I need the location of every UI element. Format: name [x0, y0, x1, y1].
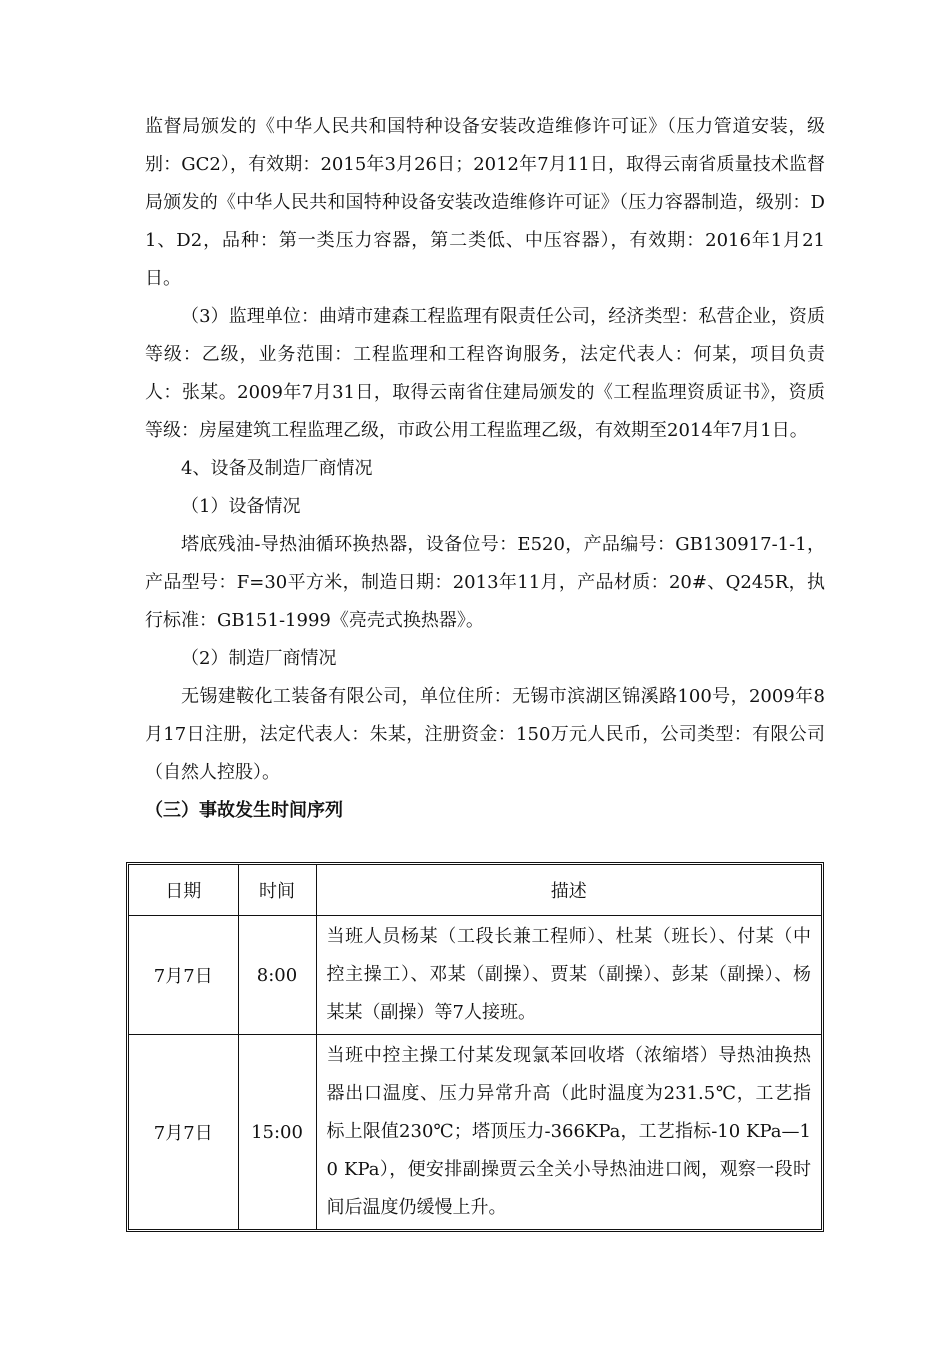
row-description: 当班人员杨某（工段长兼工程师）、杜某（班长）、付某（中控主操工）、邓某（副操）、贾某（副操）、彭某（副操）、杨某某（副操）等7人接班。	[316, 916, 821, 1035]
section-heading-timeline: （三）事故发生时间序列	[145, 800, 343, 821]
row-date: 7月7日	[129, 916, 238, 1035]
row-time: 15:00	[238, 1035, 316, 1230]
section-equipment-manufacturer: 4、设备及制造厂商情况	[181, 458, 373, 479]
header-date: 日期	[129, 865, 238, 916]
subsection-manufacturer: （2）制造厂商情况	[181, 648, 337, 669]
row-description: 当班中控主操工付某发现氯苯回收塔（浓缩塔）导热油换热器出口温度、压力异常升高（此时温度为231.5℃，工艺指标上限值230℃；塔顶压力-366KPa，工艺指标-10 KPa—10 KPa），便安排副操贾云全关小导热油进口阀，观察一段时间后温度仍缓慢上升。	[316, 1035, 821, 1230]
timeline-table	[126, 862, 824, 1232]
row-time: 8:00	[238, 916, 316, 1035]
header-time: 时间	[238, 865, 316, 916]
table-row	[129, 1035, 821, 1230]
row-date: 7月7日	[129, 1035, 238, 1230]
paragraph-manufacturer-details: 无锡建鞍化工装备有限公司，单位住所：无锡市滨湖区锦溪路100号，2009年8月17日注册，法定代表人：朱某，注册资金：150万元人民币，公司类型：有限公司（自然人控股）。	[145, 686, 825, 783]
paragraph-equipment-details: 塔底残油-导热油循环换热器，设备位号：E520，产品编号：GB130917-1-1，产品型号：F=30平方米，制造日期：2013年11月，产品材质：20#、Q245R，执行标准：GB151-1999《亮壳式换热器》。	[145, 534, 825, 631]
paragraph-permit-continuation: 监督局颁发的《中华人民共和国特种设备安装改造维修许可证》（压力管道安装，级别：GC2），有效期：2015年3月26日；2012年7月11日，取得云南省质量技术监督局颁发的《中华人民共和国特种设备安装改造维修许可证》（压力容器制造，级别：D1、D2，品种：第一类压力容器，第二类低、中压容器），有效期：2016年1月21日。	[145, 116, 825, 289]
table-row	[129, 916, 821, 1035]
document-body	[145, 108, 825, 830]
paragraph-supervision-unit: （3）监理单位：曲靖市建森工程监理有限责任公司，经济类型：私营企业，资质等级：乙级，业务范围：工程监理和工程咨询服务，法定代表人：何某，项目负责人：张某。2009年7月31日，取得云南省住建局颁发的《工程监理资质证书》，资质等级：房屋建筑工程监理乙级，市政公用工程监理乙级，有效期至2014年7月1日。	[145, 306, 825, 441]
subsection-equipment: （1）设备情况	[181, 496, 301, 517]
header-description: 描述	[316, 865, 821, 916]
table-header-row	[129, 865, 821, 916]
